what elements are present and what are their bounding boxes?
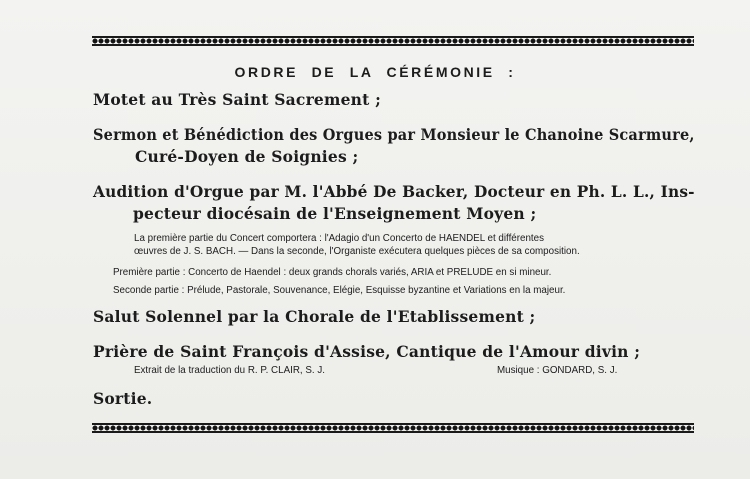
concert-note: La première partie du Concert comportera : l'Adagio d'un Concerto de HAENDEL et différentes [134,233,544,244]
program-item-organ-audition-continued: pecteur diocésain de l'Enseignement Moyen ; [133,204,537,223]
program-item-sortie: Sortie. [93,389,153,408]
program-item-salut: Salut Solennel par la Chorale de l'Etablissement ; [93,307,536,326]
program-item-priere: Prière de Saint François d'Assise, Cantique de l'Amour divin ; [93,342,641,361]
bottom-decorative-rule [92,423,694,433]
translation-credit: Extrait de la traduction du R. P. CLAIR, S. J. [134,365,325,376]
ceremony-heading: ORDRE DE LA CÉRÉMONIE : [234,64,516,80]
concert-second-part: Seconde partie : Prélude, Pastorale, Souvenance, Elégie, Esquisse byzantine et Variations en la majeur. [113,285,566,296]
program-item-sermon-continued: Curé-Doyen de Soignies ; [135,147,359,166]
program-item-organ-audition: Audition d'Orgue par M. l'Abbé De Backer, Docteur en Ph. L. L., Ins- [93,182,695,201]
concert-first-part: Première partie : Concerto de Haendel : deux grands chorals variés, ARIA et PRELUDE en si mineur. [113,267,552,278]
concert-note-continued: œuvres de J. S. BACH. — Dans la seconde, l'Organiste exécutera quelques pièces de sa composition. [134,246,580,257]
program-item-motet: Motet au Très Saint Sacrement ; [93,90,382,109]
top-decorative-rule [92,36,694,46]
program-item-sermon: Sermon et Bénédiction des Orgues par Monsieur le Chanoine Scarmure, [93,125,695,144]
music-credit: Musique : GONDARD, S. J. [497,365,618,376]
